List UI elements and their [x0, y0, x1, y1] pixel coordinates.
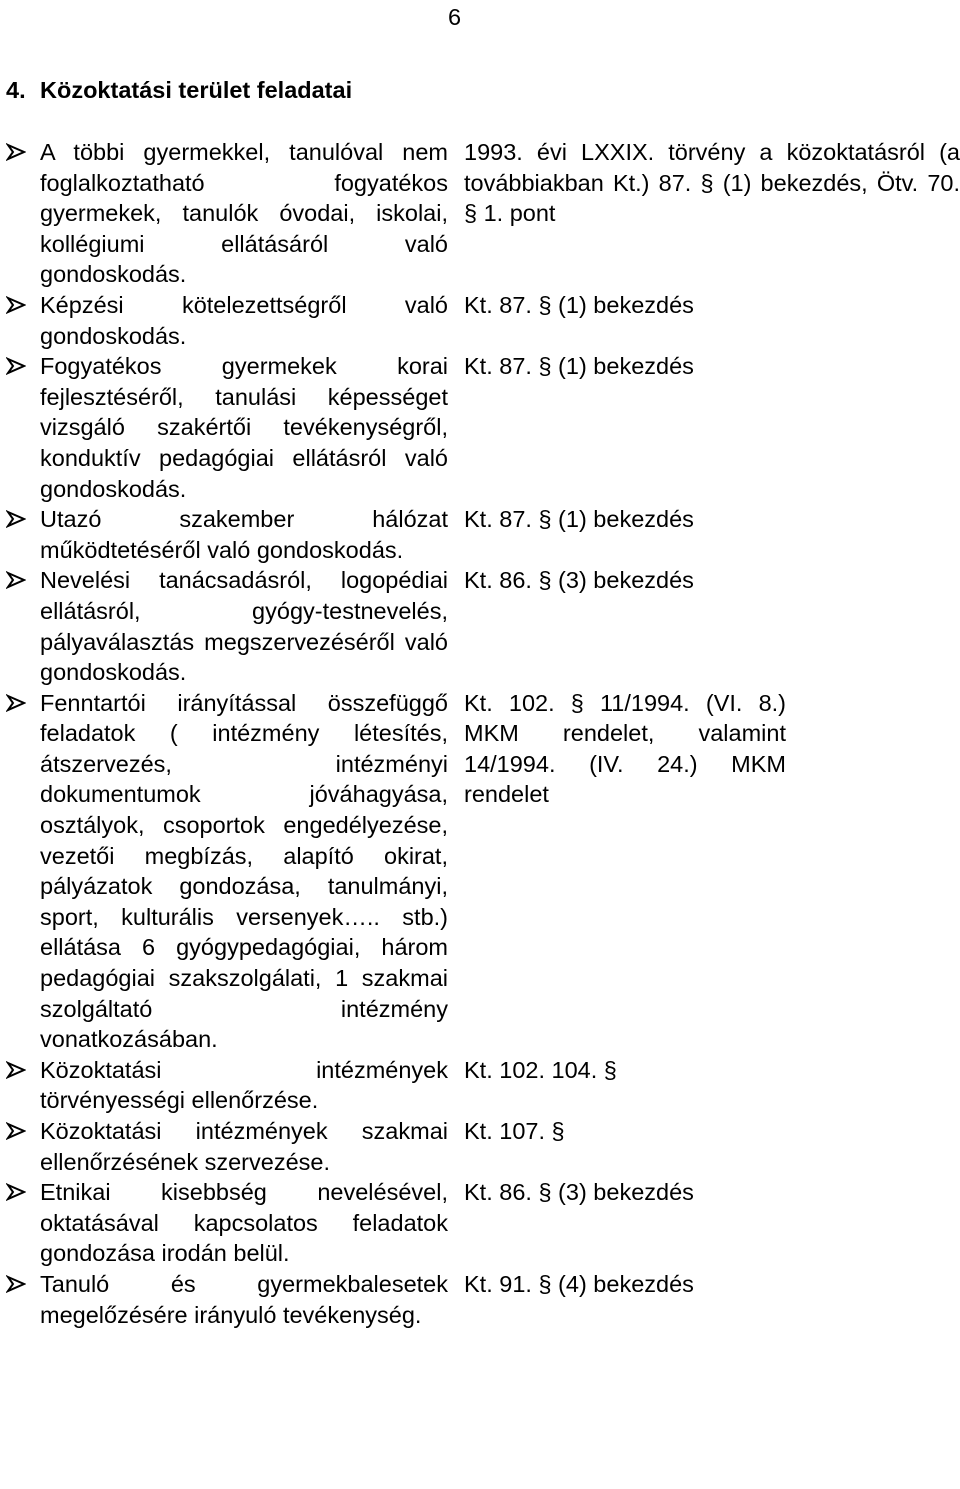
- task-row: [0, 688, 960, 1055]
- legal-reference: Kt. 91. § (4) bekezdés: [464, 1270, 694, 1297]
- arrow-bullet-icon: [6, 510, 26, 528]
- legal-reference: Kt. 86. § (3) bekezdés: [464, 567, 694, 594]
- task-description: Fenntartói irányítással összefüggő feladatok ( intézmény létesítés, átszervezés, intézményi dokumentumok jóváhagyása, osztályok, csoportok engedélyezése, vezetői megbízás, alapító okirat, pályázatok gondozása, tanulmányi, sport, kulturális versenyek….. stb.) ellátása 6 gyógypedagógiai, három pedagógiai szakszolgálati, 1 szakmai szolgáltató intézmény vonatkozásában.: [40, 689, 448, 1053]
- arrow-bullet-icon: [6, 357, 26, 375]
- legal-reference: Kt. 102. 104. §: [464, 1056, 617, 1083]
- task-description: Utazó szakember hálózat működtetéséről való gondoskodás.: [40, 506, 448, 563]
- arrow-bullet-icon: [6, 694, 26, 712]
- task-list: [0, 137, 960, 1330]
- task-row: [0, 351, 960, 504]
- arrow-bullet-icon: [6, 1275, 26, 1293]
- legal-reference: Kt. 87. § (1) bekezdés: [464, 353, 694, 380]
- legal-reference: Kt. 87. § (1) bekezdés: [464, 506, 694, 533]
- arrow-bullet-icon: [6, 1122, 26, 1140]
- section-number: 4.: [6, 77, 26, 103]
- task-row: [0, 1177, 960, 1269]
- legal-reference: Kt. 86. § (3) bekezdés: [464, 1179, 694, 1206]
- task-row: [0, 290, 960, 351]
- section-title: Közoktatási terület feladatai: [40, 77, 353, 103]
- task-description: A többi gyermekkel, tanulóval nem foglalkoztatható fogyatékos gyermekek, tanulók óvodai, iskolai, kollégiumi ellátásáról való gondoskodás.: [40, 139, 448, 288]
- arrow-bullet-icon: [6, 1183, 26, 1201]
- task-description: Tanuló és gyermekbalesetek megelőzésére irányuló tevékenység.: [40, 1270, 448, 1328]
- arrow-bullet-icon: [6, 143, 26, 161]
- legal-reference: Kt. 87. § (1) bekezdés: [464, 291, 694, 318]
- task-row: [0, 565, 960, 687]
- legal-reference: Kt. 102. § 11/1994. (VI. 8.) MKM rendelet, valamint 14/1994. (IV. 24.) MKM rendelet: [464, 689, 786, 808]
- legal-reference: Kt. 107. §: [464, 1118, 565, 1144]
- arrow-bullet-icon: [6, 571, 26, 589]
- task-description: Nevelési tanácsadásról, logopédiai ellátásról, gyógy-testnevelés, pályaválasztás megszervezéséről való gondoskodás.: [40, 567, 448, 686]
- task-description: Fogyatékos gyermekek korai fejlesztéséről, tanulási képességet vizsgáló szakértői tevékenységről, konduktív pedagógiai ellátásról való gondoskodás.: [40, 353, 448, 502]
- legal-reference: 1993. évi LXXIX. törvény a közoktatásról (a továbbiakban Kt.) 87. § (1) bekezdés, Ötv. 70. § 1. pont: [464, 139, 960, 227]
- task-row: [0, 1269, 960, 1330]
- arrow-bullet-icon: [6, 296, 26, 314]
- task-row: [0, 1116, 960, 1177]
- task-description: Közoktatási intézmények törvényességi ellenőrzése.: [40, 1056, 448, 1114]
- task-description: Közoktatási intézmények szakmai ellenőrzésének szervezése.: [40, 1118, 448, 1175]
- task-description: Képzési kötelezettségről való gondoskodás.: [40, 291, 448, 349]
- task-row: [0, 137, 960, 290]
- task-row: [0, 504, 960, 565]
- arrow-bullet-icon: [6, 1061, 26, 1079]
- task-description: Etnikai kisebbség nevelésével, oktatásával kapcsolatos feladatok gondozása irodán belül.: [40, 1179, 448, 1267]
- task-row: [0, 1055, 960, 1116]
- page-number: 6: [448, 4, 462, 30]
